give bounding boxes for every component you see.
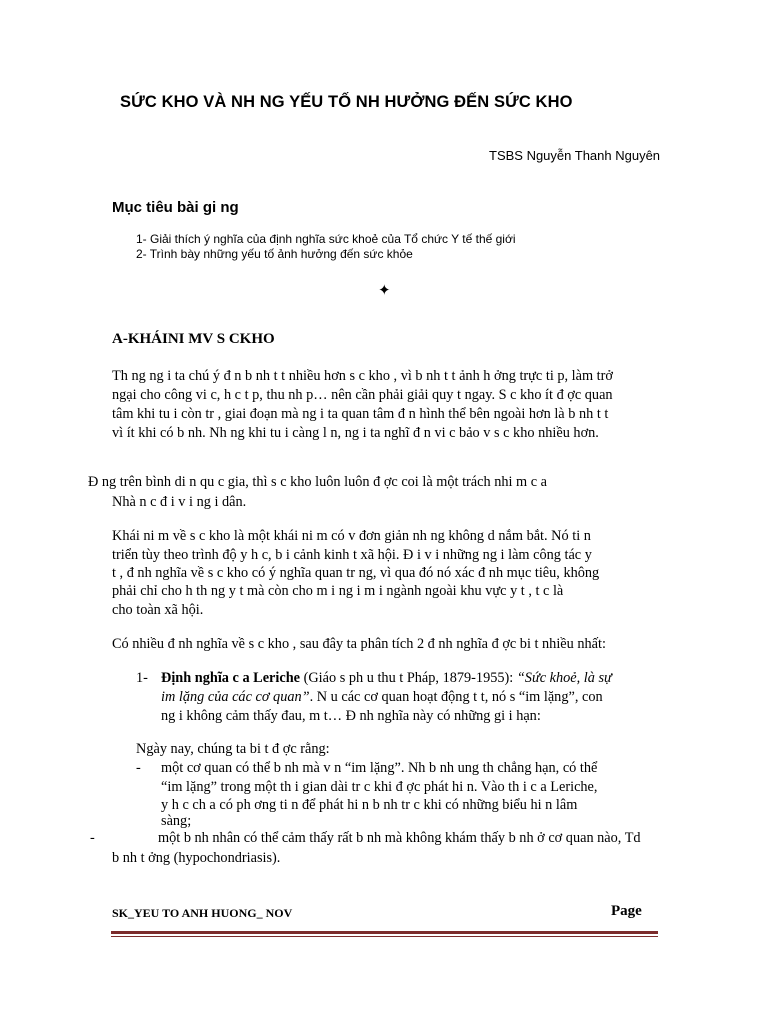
list-dash-2: - bbox=[90, 830, 95, 846]
document-title: SỨC KHO VÀ NH NG YẾU TỐ NH HƯỞNG ĐẾN SỨC KHO bbox=[120, 93, 573, 111]
footer-filename: SK_YEU TO ANH HUONG_ NOV bbox=[112, 906, 293, 920]
paragraph-1-line-1: Th ng ng i ta chú ý đ n b nh t t nhiều hơn s c kho , vì b nh t t ảnh h ởng trực ti p, làm trở bbox=[112, 368, 613, 384]
paragraph-1-line-2: ngại cho công vi c, h c t p, thu nh p… nên cần phải giải quy t ngay. S c kho ít đ ợc quan bbox=[112, 387, 613, 403]
objective-item-1: 1- Giải thích ý nghĩa của định nghĩa sức khoẻ của Tổ chức Y tế thế giới bbox=[136, 232, 516, 246]
definition-paren: (Giáo s ph u thu t Pháp, 1879-1955): bbox=[300, 670, 517, 686]
paragraph-3-line-2: triển tùy theo trình độ y h c, b i cảnh kinh t xã hội. Đ i v i những ng i làm công tác y bbox=[112, 547, 592, 563]
paragraph-3-line-1: Khái ni m về s c kho là một khái ni m có v đơn giản nh ng không d nắm bắt. Nó ti n bbox=[112, 528, 591, 544]
list-dash-1: - bbox=[136, 760, 141, 776]
definition-quote-part-2: im lặng của các cơ quan” bbox=[161, 689, 310, 705]
objectives-heading: Mục tiêu bài gi ng bbox=[112, 199, 239, 216]
paragraph-2-line-1: Đ ng trên bình di n qu c gia, thì s c kho luôn luôn đ ợc coi là một trách nhi m c a bbox=[88, 474, 548, 490]
paragraph-2-line-2: Nhà n c đ i v i ng i dân. bbox=[112, 494, 247, 510]
definition-line-2 bbox=[161, 689, 603, 706]
section-heading: A-KHÁINI MV S CKHO bbox=[112, 331, 275, 347]
definition-quote-part-1: “Sức khoẻ, là sự bbox=[516, 670, 612, 686]
paragraph-1-line-4: vì ít khi có b nh. Nh ng khi tu i càng l n, ng i ta nghĩ đ n vi c bảo v s c kho nhiều hơn. bbox=[112, 425, 599, 441]
definition-line-3: ng i không cảm thấy đau, m t… Đ nh nghĩa này có những gi i hạn: bbox=[161, 708, 541, 724]
paragraph-3-line-4: phải chỉ cho h th ng y t mà còn cho m i ng i m i ngành ngoài khu vực y t , t c là bbox=[112, 583, 564, 599]
paragraph-5: Ngày nay, chúng ta bi t đ ợc rằng: bbox=[136, 741, 330, 757]
list-item-2-line-1: một b nh nhân có thể cảm thấy rất b nh mà không khám thấy b nh ở cơ quan nào, Td bbox=[158, 830, 641, 846]
definition-number: 1- bbox=[136, 670, 148, 686]
footer-rule-thick bbox=[111, 931, 658, 934]
definition-line-2-rest: . N u các cơ quan hoạt động t t, nó s “im lặng”, con bbox=[309, 689, 603, 705]
definition-label: Định nghĩa c a Leriche bbox=[161, 670, 301, 686]
list-item-1-line-2: “im lặng” trong một th i gian dài tr c khi đ ợc phát hi n. Vào th i c a Leriche, bbox=[161, 779, 598, 795]
paragraph-4: Có nhiều đ nh nghĩa về s c kho , sau đây ta phân tích 2 đ nh nghĩa đ ợc bi t nhiều nhất: bbox=[112, 636, 606, 652]
diamond-bullet-icon: ✦ bbox=[378, 283, 391, 299]
list-item-1-line-3: y h c ch a có ph ơng ti n để phát hi n b nh tr c khi có những biểu hi n lâm bbox=[161, 797, 578, 813]
list-item-1-line-1: một cơ quan có thể b nh mà v n “im lặng”. Nh b nh ung th chẳng hạn, có thể bbox=[161, 760, 598, 776]
paragraph-1-line-3: tâm khi tu i còn tr , giai đoạn mà ng i ta quan tâm đ n hình thể bên ngoài hơn là b nh t t bbox=[112, 406, 609, 422]
footer-page-label: Page bbox=[611, 903, 642, 919]
author-line: TSBS Nguyễn Thanh Nguyên bbox=[489, 148, 661, 163]
paragraph-3-line-3: t , đ nh nghĩa về s c kho có ý nghĩa quan tr ng, vì qua đó nó xác đ nh mục tiêu, không bbox=[112, 565, 600, 581]
paragraph-3-line-5: cho toàn xã hội. bbox=[112, 602, 204, 618]
list-item-2-line-2: b nh t ởng (hypochondriasis). bbox=[112, 850, 281, 866]
list-item-1-line-4: sàng; bbox=[161, 813, 192, 829]
definition-line-1 bbox=[161, 670, 612, 687]
objective-item-2: 2- Trình bày những yếu tố ảnh hưởng đến sức khỏe bbox=[136, 247, 413, 261]
footer-rule-thin bbox=[111, 936, 658, 937]
